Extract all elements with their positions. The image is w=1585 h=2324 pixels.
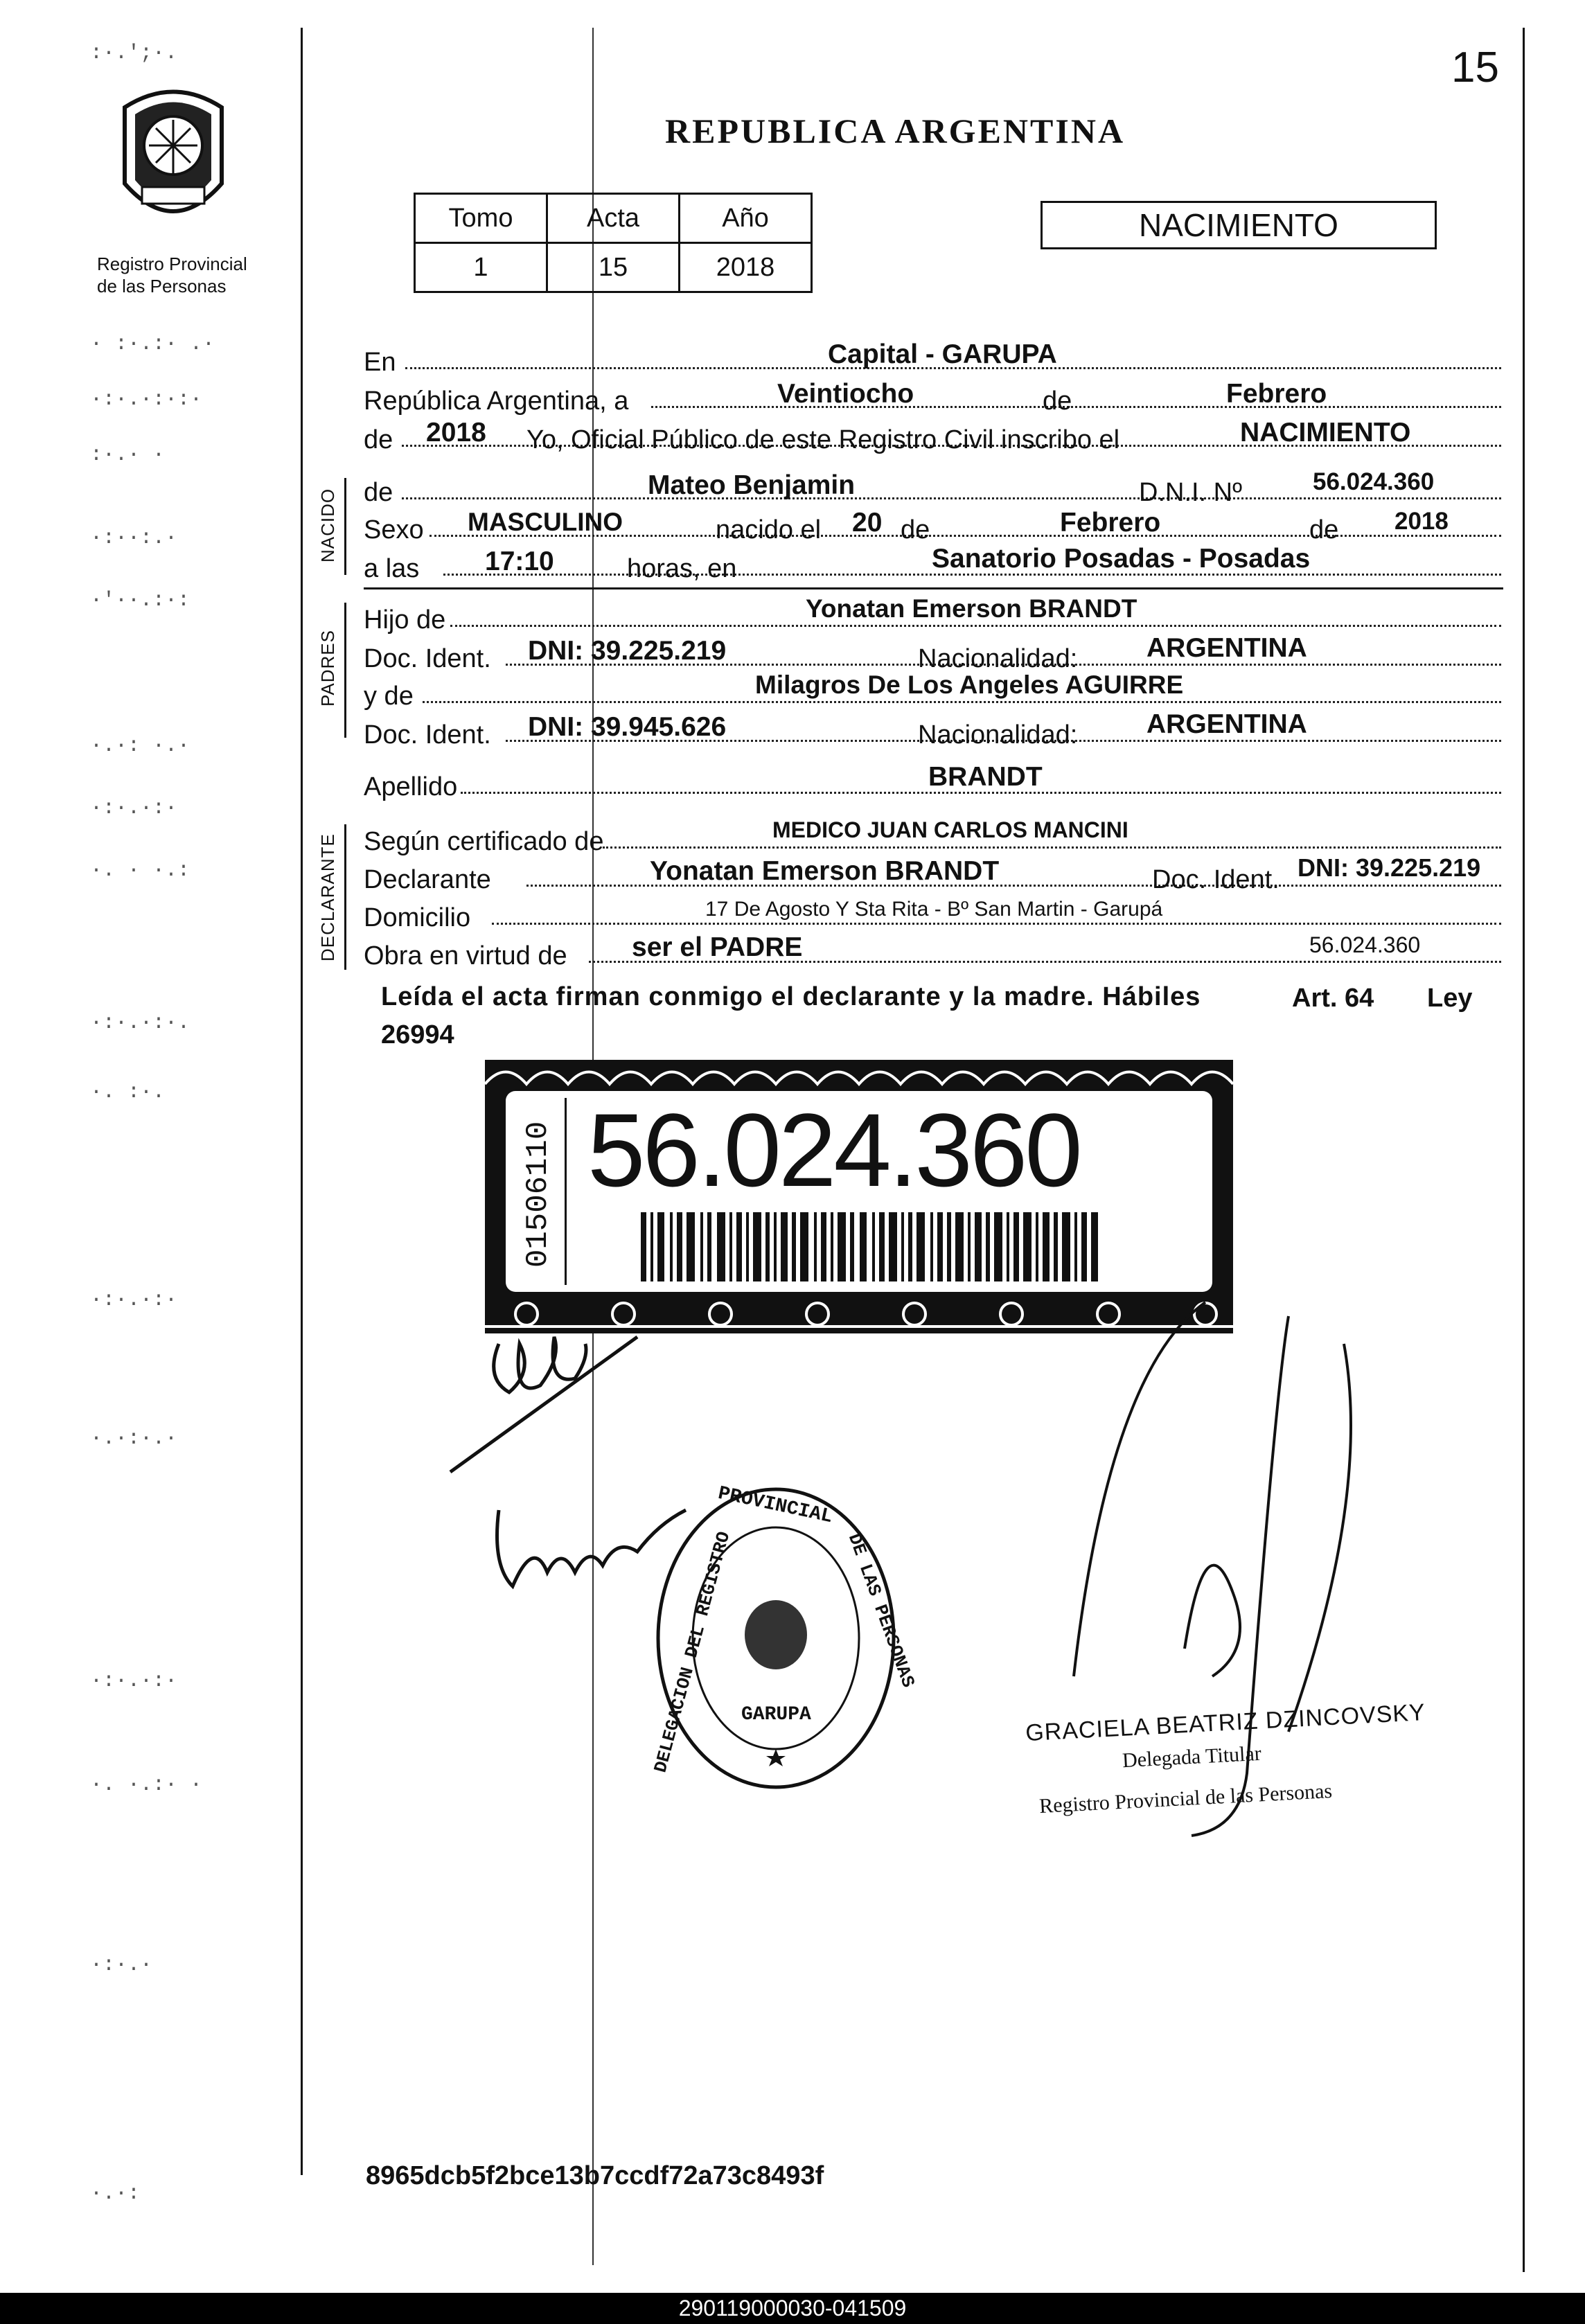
declarante-signature — [443, 1316, 665, 1475]
label-segun-certificado: Según certificado de — [364, 827, 604, 856]
label-en: En — [364, 348, 396, 377]
label-nacido-el: nacido el — [716, 515, 822, 544]
value-inscribo: NACIMIENTO — [1240, 418, 1411, 447]
label-obra-en-virtud: Obra en virtud de — [364, 941, 567, 970]
label-domicilio: Domicilio — [364, 903, 471, 932]
footer-code: 290119000030-041509 — [678, 2296, 907, 2321]
value-dni: 56.024.360 — [1313, 468, 1435, 495]
table-header: Acta — [547, 194, 680, 243]
sticker-number: 56.024.360 — [587, 1092, 1080, 1208]
value-mes-nacimiento: Febrero — [1060, 508, 1161, 538]
official-stamp — [650, 1482, 919, 1801]
value-anio: 2018 — [426, 418, 486, 447]
value-lugar-nacimiento: Sanatorio Posadas - Posadas — [932, 544, 1311, 574]
document-hash: 8965dcb5f2bce13b7ccdf72a73c8493f — [366, 2161, 824, 2190]
value-lugar: Capital - GARUPA — [828, 339, 1057, 369]
section-label-padres: PADRES — [317, 630, 338, 707]
page-number: 15 — [1451, 44, 1499, 91]
sticker-top-pattern — [485, 1060, 1233, 1088]
stamp-text-top: PROVINCIAL — [716, 1482, 835, 1529]
value-nombre: Mateo Benjamin — [648, 470, 856, 500]
label-declarante: Declarante — [364, 865, 491, 894]
value-mes: Febrero — [1226, 379, 1327, 409]
value-declarante: Yonatan Emerson BRANDT — [650, 856, 1000, 886]
registry-label: Registro Provincial de las Personas — [97, 254, 247, 296]
stamp-text-bottom: GARUPA — [741, 1704, 811, 1726]
section-divider — [344, 603, 346, 738]
stamp-text-right: DE LAS PERSONAS — [843, 1530, 919, 1691]
official-name: GRACIELA BEATRIZ DZINCOVSKY — [1025, 1698, 1426, 1747]
art-text: Art. 64 — [1292, 984, 1374, 1013]
label-nacionalidad: Nacionalidad: — [918, 720, 1078, 749]
value-dia-nacimiento: 20 — [852, 508, 883, 538]
form-line — [492, 923, 1501, 925]
footer-bar — [0, 2293, 1585, 2324]
left-border-line — [301, 28, 303, 2175]
section-label-nacido: NACIDO — [317, 488, 338, 562]
value-domicilio: 17 De Agosto Y Sta Rita - Bº San Martin - Garupá — [705, 898, 1163, 921]
official-registry: Registro Provincial de las Personas — [1038, 1779, 1333, 1818]
sticker-divider — [565, 1098, 567, 1285]
table-cell: 1 — [415, 243, 547, 292]
ley-text: Ley — [1427, 984, 1473, 1013]
label-sexo: Sexo — [364, 515, 424, 544]
value-dia: Veintiocho — [777, 379, 914, 409]
value-hora: 17:10 — [485, 547, 554, 576]
label-de: de — [364, 478, 393, 507]
form-line — [402, 497, 1501, 499]
label-doc-ident: Doc. Ident. — [364, 644, 491, 673]
barcode — [641, 1212, 1098, 1281]
label-apellido: Apellido — [364, 772, 458, 801]
form-line — [603, 846, 1501, 849]
label-de: de — [901, 515, 930, 544]
table-header: Año — [680, 194, 812, 243]
form-line — [450, 625, 1501, 627]
document-title: REPUBLICA ARGENTINA — [665, 112, 1126, 150]
value-padre-nacionalidad: ARGENTINA — [1146, 633, 1307, 663]
label-de: de — [1043, 387, 1072, 416]
table-cell: 15 — [547, 243, 680, 292]
ley-number: 26994 — [381, 1020, 454, 1049]
value-padre: Yonatan Emerson BRANDT — [806, 594, 1137, 623]
table-cell: 2018 — [680, 243, 812, 292]
value-madre-dni: DNI: 39.945.626 — [528, 712, 727, 742]
label-hijo-de: Hijo de — [364, 605, 446, 635]
label-doc-ident: Doc. Ident. — [364, 720, 491, 749]
label-a-las: a las — [364, 554, 420, 583]
value-apellido: BRANDT — [928, 762, 1043, 792]
label-nacionalidad: Nacionalidad: — [918, 644, 1078, 673]
section-divider — [344, 824, 346, 970]
label-yo-oficial: Yo, Oficial Público de este Registro Civil inscribo el — [526, 425, 1120, 454]
section-divider — [344, 478, 346, 575]
official-signature — [1025, 1288, 1385, 1856]
label-de: de — [1309, 515, 1339, 544]
document-type-box: NACIMIENTO — [1041, 201, 1437, 249]
value-declarante-dni: DNI: 39.225.219 — [1298, 853, 1481, 882]
table-header: Tomo — [415, 194, 547, 243]
leida-text: Leída el acta firman conmigo el declarante y la madre. Hábiles — [381, 982, 1201, 1011]
label-horas-en: horas, en — [627, 554, 737, 583]
label-de: de — [364, 425, 393, 454]
value-sexo: MASCULINO — [468, 508, 623, 536]
value-certificado: MEDICO JUAN CARLOS MANCINI — [772, 817, 1128, 842]
divider-line — [364, 587, 1503, 589]
right-border-line — [1523, 28, 1525, 2272]
label-republica: República Argentina, a — [364, 387, 629, 416]
tomo-acta-table — [414, 193, 813, 293]
value-dni-margin: 56.024.360 — [1309, 932, 1421, 957]
label-y-de: y de — [364, 682, 414, 711]
province-seal — [111, 80, 236, 239]
value-padre-dni: DNI: 39.225.219 — [528, 636, 727, 666]
label-doc-ident: Doc. Ident. — [1152, 865, 1279, 894]
sticker-serial: 01506110 — [521, 1121, 556, 1268]
stamp-text-left: DELEGACION DEL REGISTRO — [650, 1529, 735, 1775]
value-madre-nacionalidad: ARGENTINA — [1146, 709, 1307, 739]
section-label-declarante: DECLARANTE — [317, 833, 338, 961]
value-obra: ser el PADRE — [632, 932, 803, 962]
value-anio-nacimiento: 2018 — [1394, 508, 1449, 535]
form-line — [423, 701, 1501, 703]
official-role: Delegada Titular — [1122, 1741, 1262, 1773]
value-madre: Milagros De Los Angeles AGUIRRE — [755, 671, 1184, 699]
label-dni: D.N.I. Nº — [1139, 478, 1242, 507]
